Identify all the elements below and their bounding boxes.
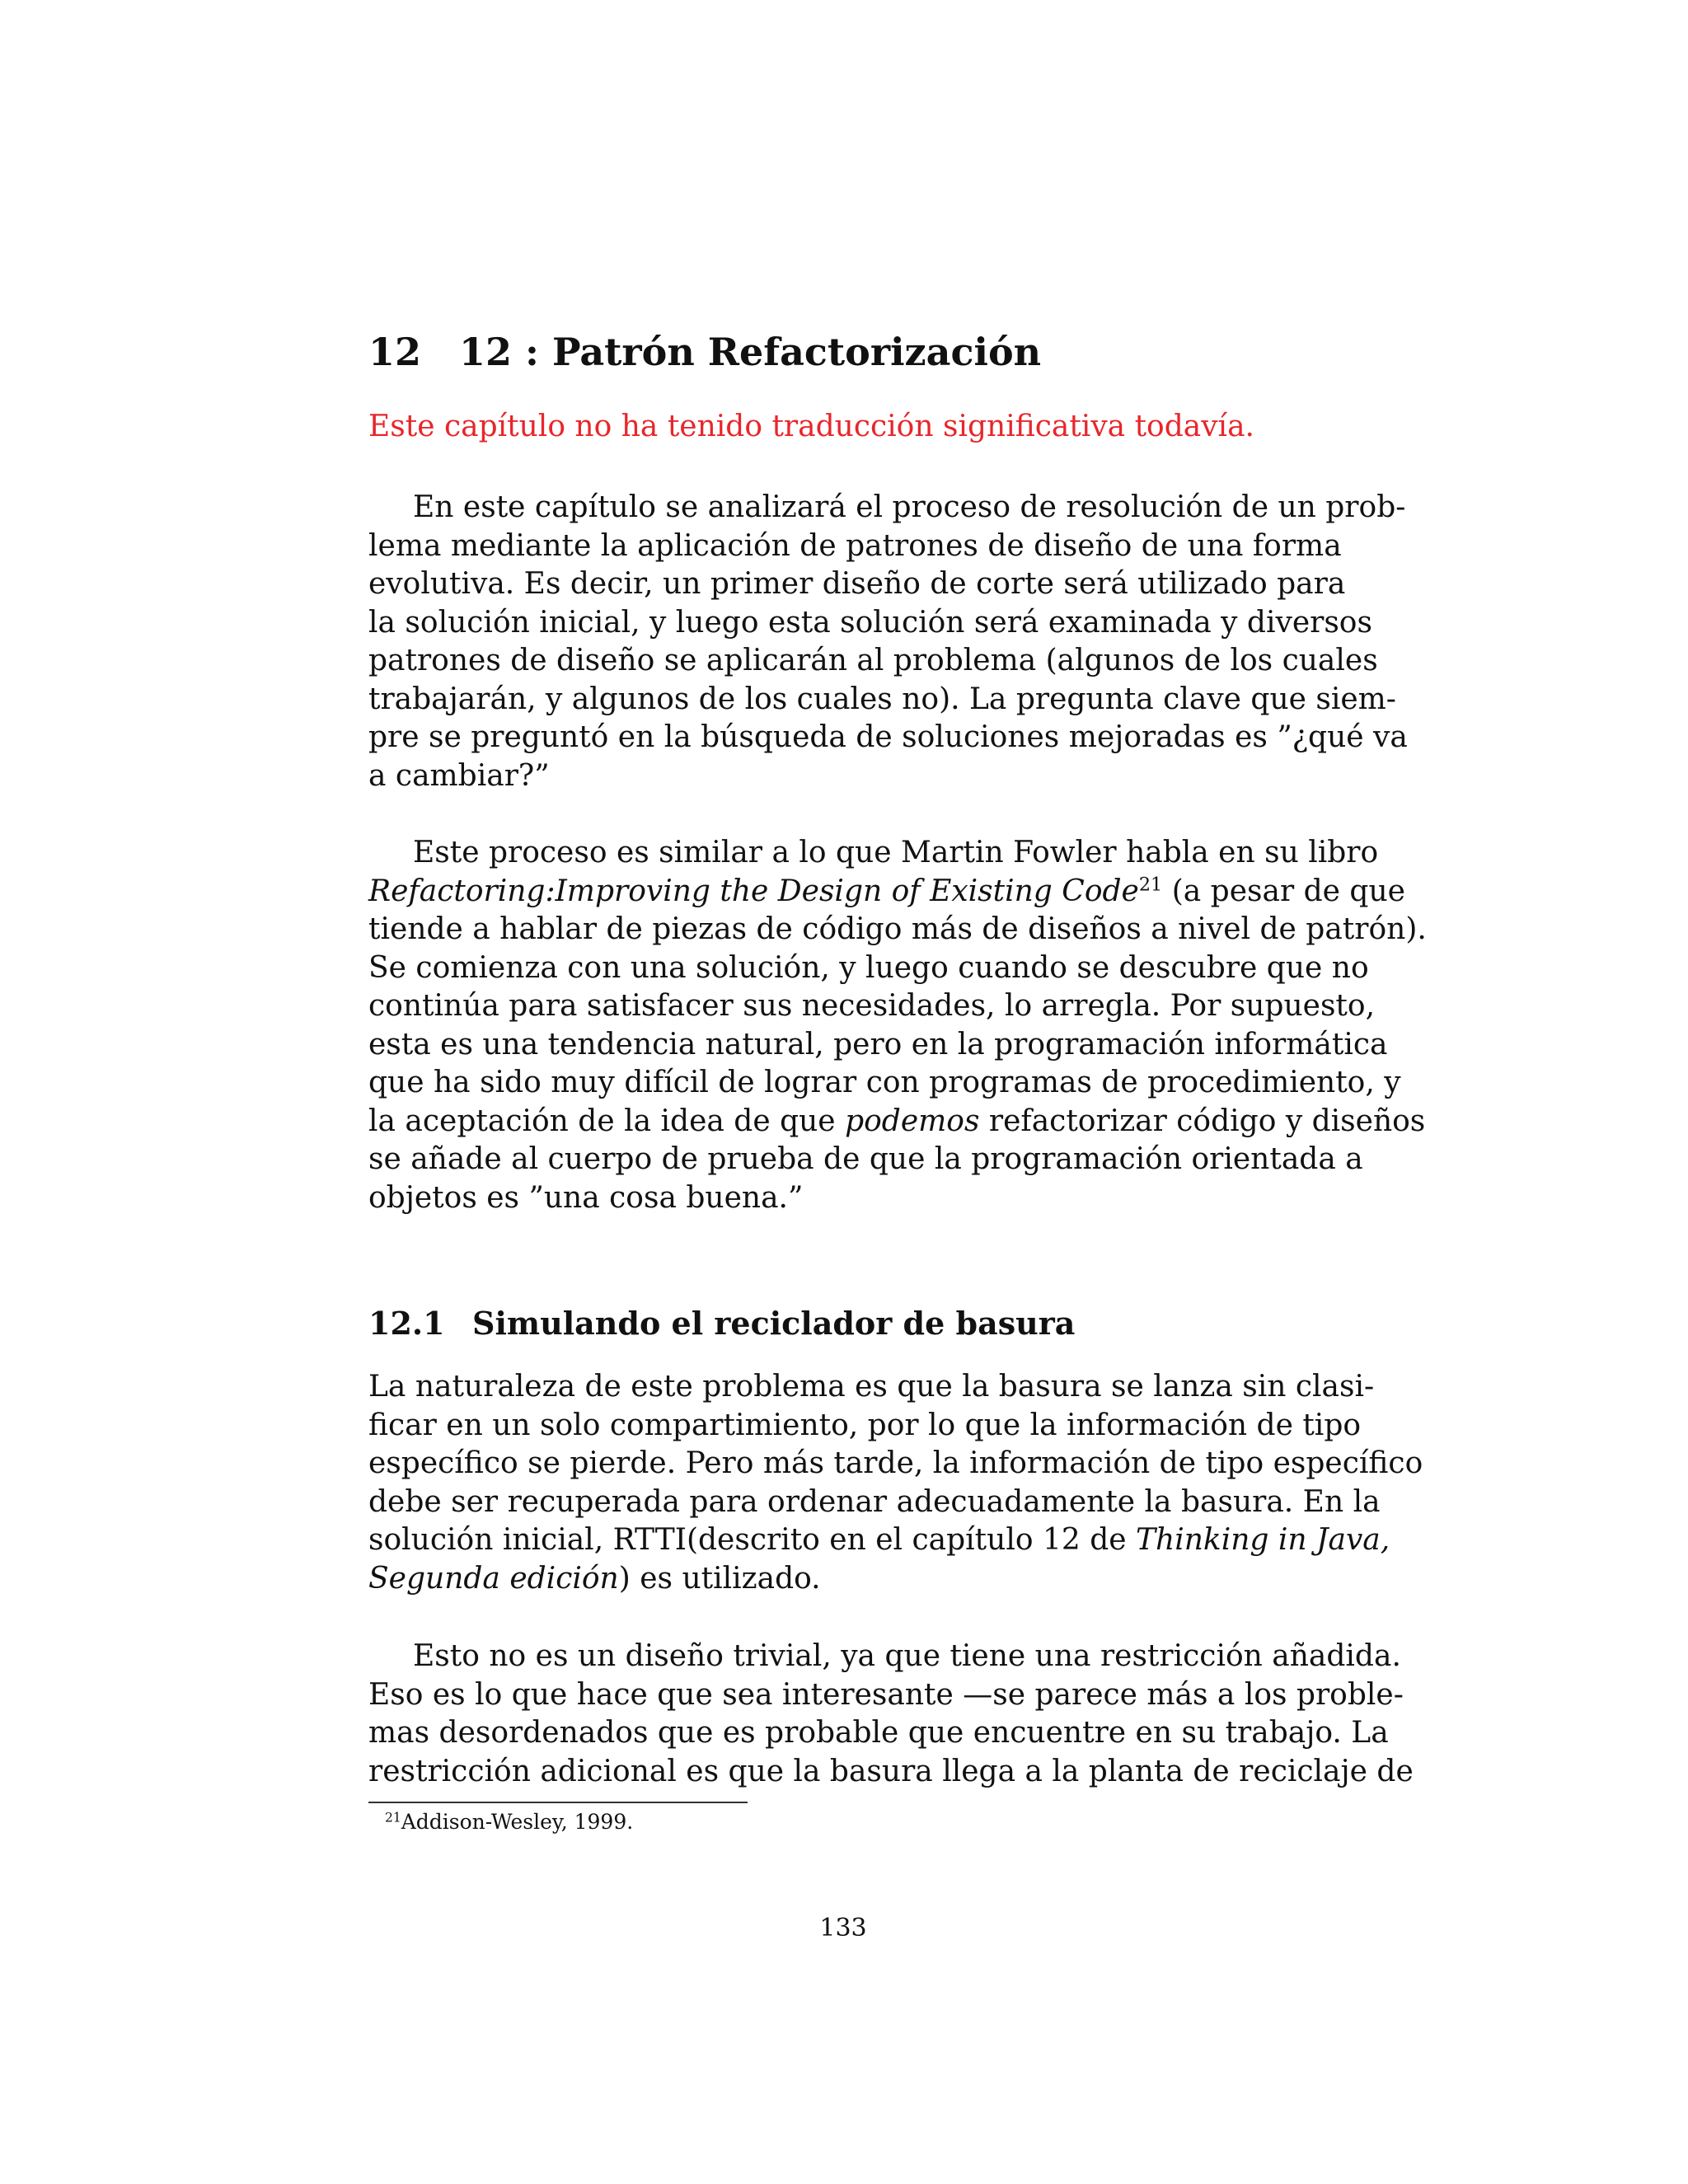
text-line: restricción adicional es que la basura llega a la planta de reciclaje de xyxy=(368,1754,1414,1788)
chapter-number: 12 xyxy=(368,330,422,374)
footnote-text: Addison-Wesley, 1999. xyxy=(401,1810,634,1834)
text-line: objetos es ”una cosa buena.” xyxy=(368,1180,804,1215)
text-line: continúa para satisfacer sus necesidades, lo arregla. Por supuesto, xyxy=(368,989,1376,1023)
text-line: Eso es lo que hace que sea interesante —se parece más a los proble- xyxy=(368,1677,1404,1712)
section-heading xyxy=(368,1305,1075,1342)
section-number: 12.1 xyxy=(368,1305,445,1342)
chapter-title-text: 12 : Patrón Refactorización xyxy=(459,330,1042,374)
emphasis-text: podemos xyxy=(845,1104,980,1138)
paragraph-problem xyxy=(368,1368,1423,1598)
text-line: trabajarán, y algunos de los cuales no). La pregunta clave que siem- xyxy=(368,682,1396,716)
text-line: que ha sido muy difícil de lograr con programas de procedimiento, y xyxy=(368,1066,1401,1099)
text-line: tiende a hablar de piezas de código más de diseños a nivel de patrón). xyxy=(368,912,1427,946)
paragraph-intro xyxy=(368,489,1408,795)
footnote-mark: 21 xyxy=(385,1810,401,1825)
text-line: La naturaleza de este problema es que la basura se lanza sin clasi- xyxy=(368,1370,1375,1404)
text-line: evolutiva. Es decir, un primer diseño de corte será utilizado para xyxy=(368,567,1346,601)
text-line xyxy=(368,1560,1318,1599)
text-line: mas desordenados que es probable que encuentre en su trabajo. La xyxy=(368,1716,1389,1750)
translation-notice: Este capítulo no ha tenido traducción significativa todavía. xyxy=(368,410,1254,443)
paragraph-fowler xyxy=(368,834,1427,1217)
text-line: Esto no es un diseño trivial, ya que tiene una restricción añadida. xyxy=(413,1639,1401,1673)
text-segment: ) es utilizado. xyxy=(618,1561,821,1596)
book-title: Thinking in Java, xyxy=(1136,1523,1390,1557)
text-segment: la aceptación de la idea de que xyxy=(368,1104,846,1138)
page-number: 133 xyxy=(819,1914,867,1943)
text-line xyxy=(368,1103,1426,1141)
text-line: Este proceso es similar a lo que Martin Fowler habla en su libro xyxy=(413,836,1379,869)
footnote xyxy=(385,1810,633,1834)
text-line: ficar en un solo compartimiento, por lo que la información de tipo xyxy=(368,1408,1362,1442)
text-line: pre se preguntó en la búsqueda de soluciones mejoradas es ”¿qué va xyxy=(368,720,1408,754)
chapter-heading xyxy=(368,330,1041,374)
text-segment: solución inicial, RTTI(descrito en el capítulo 12 de xyxy=(368,1523,1137,1557)
text-line: se añade al cuerpo de prueba de que la programación orientada a xyxy=(368,1142,1363,1176)
text-line xyxy=(368,873,1405,912)
text-line xyxy=(368,1521,1390,1560)
text-segment: refactorizar código y diseños xyxy=(979,1104,1426,1138)
text-line: esta es una tendencia natural, pero en la programación informática xyxy=(368,1027,1388,1062)
text-segment: (a pesar de que xyxy=(1162,874,1405,908)
text-line: patrones de diseño se aplicarán al problema (algunos de los cuales xyxy=(368,644,1378,677)
section-title-text: Simulando el reciclador de basura xyxy=(472,1305,1076,1342)
book-title: Segunda edición xyxy=(368,1561,619,1596)
text-line: a cambiar?” xyxy=(368,758,550,793)
text-line: la solución inicial, y luego esta solución será examinada y diversos xyxy=(368,605,1372,640)
text-line: específico se pierde. Pero más tarde, la información de tipo específico xyxy=(368,1446,1423,1480)
text-line: debe ser recuperada para ordenar adecuadamente la basura. En la xyxy=(368,1484,1381,1519)
paragraph-constraint xyxy=(368,1638,1414,1791)
text-line: En este capítulo se analizará el proceso de resolución de un prob- xyxy=(413,490,1406,524)
footnote-divider xyxy=(368,1802,748,1803)
text-line: Se comienza con una solución, y luego cuando se descubre que no xyxy=(368,950,1369,985)
book-title: Refactoring:Improving the Design of Existing Code xyxy=(368,874,1139,908)
footnote-reference[interactable]: 21 xyxy=(1138,874,1163,896)
text-line: lema mediante la aplicación de patrones de diseño de una forma xyxy=(368,528,1342,563)
